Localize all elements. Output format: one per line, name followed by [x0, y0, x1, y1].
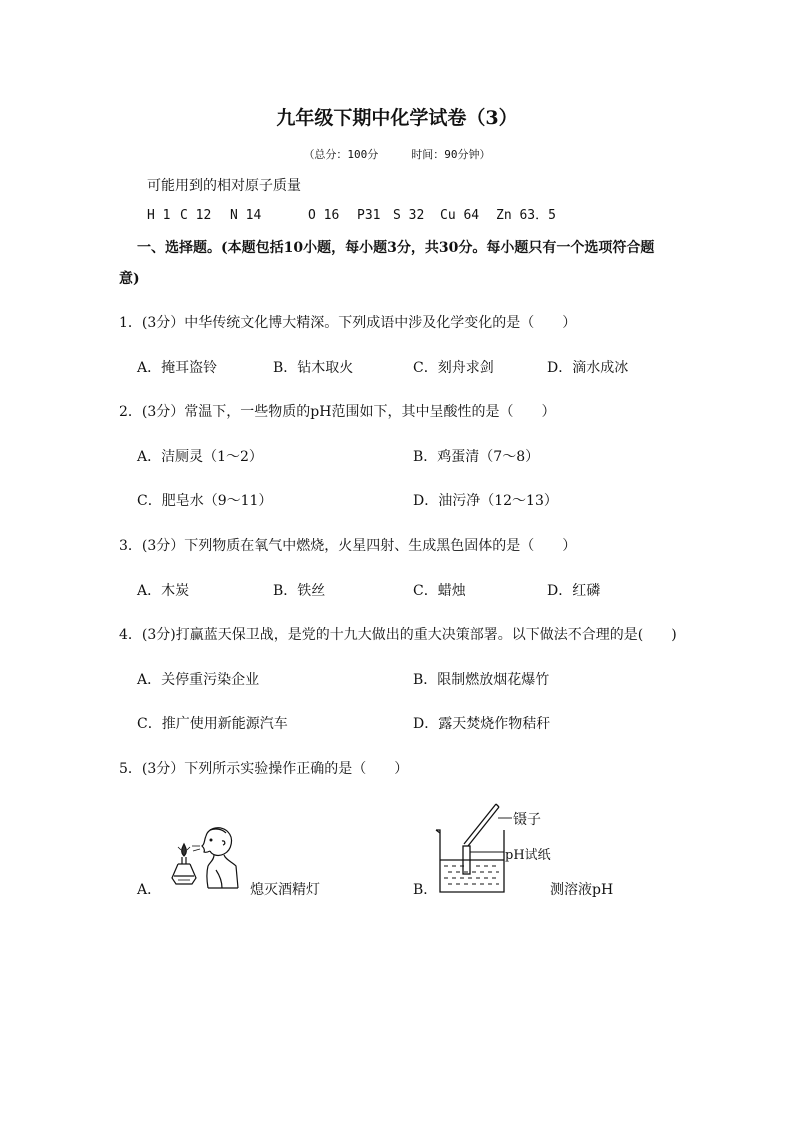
mass-item: S 32 [393, 208, 425, 223]
figure-a-caption: 熄灭酒精灯 [250, 882, 320, 898]
question-stem: 5．(3分）下列所示实验操作正确的是（ ） [119, 761, 409, 777]
masses-label: 可能用到的相对原子质量 [147, 178, 301, 194]
question-stem: 1．(3分）中华传统文化博大精深。下列成语中涉及化学变化的是（ ） [119, 315, 577, 331]
question-stem: 4．(3分)打赢蓝天保卫战，是党的十九大做出的重大决策部署。以下做法不合理的是( ) [119, 627, 677, 643]
option-c: C．刻舟求剑 [413, 360, 494, 376]
mass-item: O 16 [308, 208, 340, 223]
option-a: A．洁厕灵（1～2） [137, 449, 263, 465]
option-d: D．滴水成冰 [547, 360, 629, 376]
page-title: 九年级下期中化学试卷（3） [276, 107, 518, 129]
alcohol-lamp-blowing-icon [164, 824, 244, 894]
option-b: B．鸡蛋清（7～8） [413, 449, 540, 465]
mass-item: H 1 [147, 208, 171, 223]
mass-item: N 14 [230, 208, 262, 223]
mass-item: Zn 63．5 [496, 208, 556, 223]
beaker-ph-paper-icon [432, 800, 512, 896]
option-b: B．钻木取火 [273, 360, 354, 376]
option-a: A． [137, 882, 162, 898]
label-ph-paper: pH试纸 [505, 848, 551, 863]
section-heading-cont: 意) [119, 271, 140, 287]
question-stem: 3．(3分）下列物质在氧气中燃烧，火星四射、生成黑色固体的是（ ） [119, 538, 577, 554]
option-d: D．红磷 [547, 583, 601, 599]
option-b: B． [413, 882, 438, 898]
page-subtitle: （总分：100分 时间：90分钟） [303, 148, 491, 161]
option-a: A．木炭 [137, 583, 190, 599]
option-c: C．推广使用新能源汽车 [137, 716, 288, 732]
option-c: C．肥皂水（9～11） [137, 493, 273, 509]
mass-item: P31 [357, 208, 381, 223]
figure-b-caption: 测溶液pH [550, 882, 614, 898]
option-d: D．油污净（12～13） [413, 493, 558, 509]
section-heading: 一、选择题。(本题包括10小题，每小题3分，共30分。每小题只有一个选项符合题 [137, 240, 655, 256]
question-stem: 2．(3分）常温下，一些物质的pH范围如下，其中呈酸性的是（ ） [119, 404, 556, 420]
option-a: A．掩耳盗铃 [137, 360, 218, 376]
option-b: B．铁丝 [273, 583, 326, 599]
mass-item: Cu 64 [440, 208, 480, 223]
option-d: D．露天焚烧作物秸秆 [413, 716, 551, 732]
option-c: C．蜡烛 [413, 583, 466, 599]
option-a: A．关停重污染企业 [137, 672, 260, 688]
option-b: B．限制燃放烟花爆竹 [413, 672, 550, 688]
mass-item: C 12 [180, 208, 212, 223]
label-tweezers: 镊子 [513, 812, 541, 828]
